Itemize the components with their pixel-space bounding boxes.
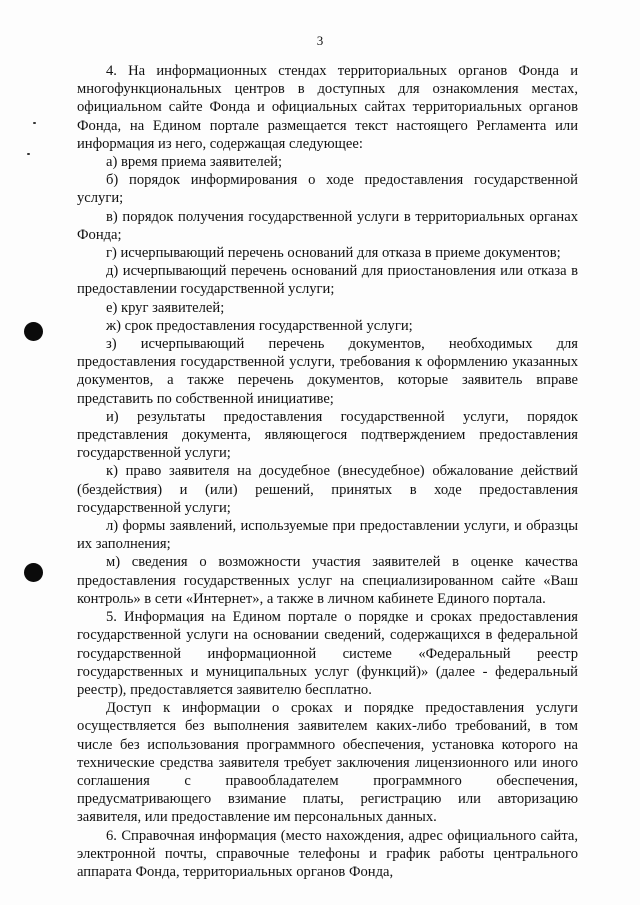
list-item-k: к) право заявителя на досудебное (внесудебное) обжалование действий (бездействия) и (или) решений, принятых в ходе предоставления государственной услуги; [77,463,578,516]
scan-speck [33,122,36,124]
list-item-i: и) результаты предоставления государственной услуги, порядок представления документа, являющегося подтверждением предоставления государственной услуги; [77,408,578,462]
list-item-m: м) сведения о возможности участия заявителей в оценке качества предоставления государственных услуг на специализированном сайте «Ваш контроль» в сети «Интернет», а также в личном кабинете Единого портала. [77,554,578,607]
list-item-zh: ж) срок предоставления государственной услуги; [106,317,413,334]
list-item-b: б) порядок информирования о ходе предоставления государственной услуги; [77,172,578,207]
list-item-d: д) исчерпывающий перечень оснований для приостановления или отказа в предоставлении государственной услуги; [77,263,578,298]
list-item-g: г) исчерпывающий перечень оснований для отказа в приеме документов; [106,245,561,262]
document-body [77,62,578,881]
punch-hole-lower [24,563,43,582]
list-item-e: е) круг заявителей; [106,299,225,316]
paragraph-item-4: 4. На информационных стендах территориальных органов Фонда и многофункциональных центров в доступных для ознакомления местах, официальном сайте Фонда и официальных сайтах территориальных органов Фонда, на Едином портале размещается текст настоящего Регламента или информация из него, содержащая следующее: [77,63,578,152]
list-item-a: а) время приема заявителей; [106,154,283,171]
scan-speck [27,153,30,155]
paragraph-item-6: 6. Справочная информация (место нахождения, адрес официального сайта, электронной почты, справочные телефоны и график работы центрального аппарата Фонда, территориальных органов Фонда, [77,827,578,880]
page-number: 3 [316,33,324,48]
paragraph-access: Доступ к информации о сроках и порядке предоставления услуги осуществляется без выполнения заявителем каких-либо требований, в том числе без использования программного обеспечения, установка которого на технические средства заявителя требует заключения лицензионного или иного соглашения с правообладателем программного обеспечения, предусматривающего взимание платы, регистрацию или авторизацию заявителя, или предоставление им персональных данных. [77,700,578,826]
paragraph-item-5: 5. Информация на Едином портале о порядке и сроках предоставления государственной услуги на основании сведений, содержащихся в федеральной государственной информационной системе «Федеральный реестр государственных и муниципальных услуг (функций)» (далее - федеральный реестр), предоставляется заявителю бесплатно. [77,609,578,698]
list-item-l: л) формы заявлений, используемые при предоставлении услуги, и образцы их заполнения; [77,518,578,553]
list-item-z: з) исчерпывающий перечень документов, необходимых для предоставления государственной услуги, требования к оформлению указанных документов, а также перечень документов, которые заявитель вправе представить по собственной инициативе; [77,336,578,407]
punch-hole-upper [24,322,43,341]
list-item-v: в) порядок получения государственной услуги в территориальных органах Фонда; [77,208,578,243]
